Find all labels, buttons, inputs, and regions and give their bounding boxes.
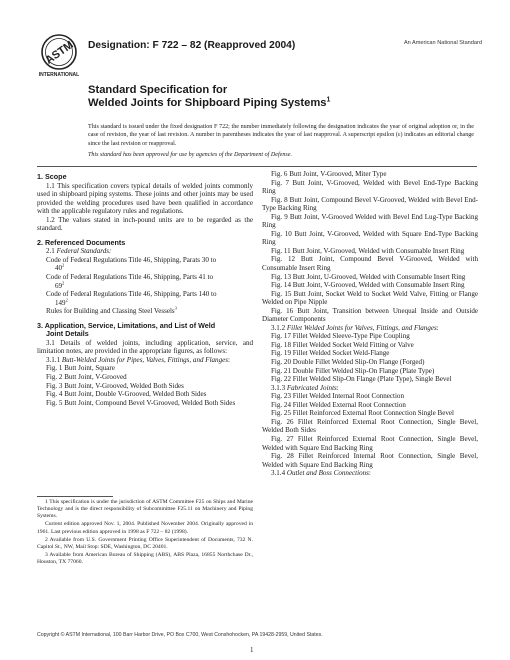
figure-list-item: Fig. 1 Butt Joint, Square	[46, 364, 115, 373]
paragraph: 3.1.3 Fabricated Joints:	[271, 383, 339, 392]
paragraph: 3.1.1 Butt-Welded Joints for Pipes, Valves, Fittings, and Flanges:	[46, 355, 230, 364]
figure-list-item: Fig. 5 Butt Joint, Compound Bevel V-Grooved, Welded Both Sides	[46, 398, 236, 407]
figure-list-item: Fig. 18 Fillet Welded Socket Weld Fitting or Valve	[271, 340, 414, 349]
section-heading: 1. Scope	[37, 172, 67, 181]
figure-list-item: Fig. 14 Butt Joint, V-Grooved, Welded with Consumable Insert Ring	[271, 281, 465, 290]
figure-list-item: Fig. 10 Butt Joint, V-Grooved, Welded with Square End-Type Backing Ring	[262, 229, 478, 247]
figure-list-item: Fig. 2 Butt Joint, V-Grooved	[46, 373, 127, 382]
reference-item-cont: $149^2$	[55, 297, 68, 307]
footnote: 3 Available from American Bureau of Shipping (ABS), ABS Plaza, 16855 Northchase Dr., Houston, TX 77060.	[37, 552, 253, 566]
figure-list-item: Fig. 20 Double Fillet Welded Slip-On Flange (Forged)	[271, 358, 425, 367]
paragraph: 3.1.2 Fillet Welded Joints for Valves, Fittings, and Flanges:	[271, 323, 439, 332]
figure-list-item: Fig. 17 Fillet Welded Sleeve-Type Pipe Coupling	[271, 332, 410, 341]
footnote: Current edition approved Nov. 1, 2004. Published November 2004. Originally approved in 1961. Last previous edition approved in 1998 as F 722 – 82 (1998).	[37, 521, 253, 535]
figure-list-item: Fig. 7 Butt Joint, V-Grooved, Welded with Bevel End-Type Backing Ring	[262, 178, 478, 196]
dod-approval: This standard has been approved for use by agencies of the Department of Defense.	[88, 151, 292, 158]
national-standard-note: An American National Standard	[403, 40, 482, 46]
figure-list-item: Fig. 9 Butt Joint, V-Grooved Welded with Bevel End Lug-Type Backing Ring	[262, 212, 478, 230]
figure-list-item: Fig. 6 Butt Joint, V-Grooved, Miter Type	[271, 170, 387, 178]
reference-item: Code of Federal Regulations Title 46, Shipping, Parats 30 to	[46, 255, 217, 264]
footnote: 2 Available from U.S. Government Printing Office Superintendent of Documents, 732 N. Capitol St., NW, Mail Stop: SDE, Washington, DC 20401.	[37, 536, 253, 550]
figure-list-item: Fig. 11 Butt Joint, V-Grooved, Welded with Consumable Insert Ring	[271, 246, 465, 255]
divider	[37, 166, 477, 167]
figure-list-item: Fig. 26 Fillet Reinforced External Root Connection, Single Bevel, Welded Both Sides	[262, 417, 478, 435]
reference-item-cont: $69^2$	[55, 280, 65, 290]
figure-list-item: Fig. 19 Fillet Welded Socket Weld-Flange	[271, 349, 390, 358]
issuance-text: This standard is issued under the fixed designation F 722; the number immediately following the designation indicates the year of original adoption or, in the case of revision, the year of last revision. A number in parentheses indicates the year of last reapproval. A superscript epsilon (ε) indicates an editorial change since the last revision or reapproval.	[88, 124, 474, 147]
paragraph: 3.1.4 Outlet and Boss Connections:	[271, 469, 371, 478]
issuance-note	[88, 123, 474, 159]
figure-list-item: Fig. 25 Fillet Reinforced External Root Connection Single Bevel	[271, 409, 454, 418]
figure-list-item: Fig. 13 Butt Joint, U-Grooved, Welded with Consumable Insert Ring	[271, 272, 466, 281]
figure-list-item: Fig. 4 Butt Joint, Double V-Grooved, Welded Both Sides	[46, 390, 207, 399]
section-heading: 2. Referenced Documents	[37, 237, 126, 247]
designation: Designation: F 722 – 82 (Reapproved 2004)	[88, 40, 296, 51]
figure-list-item: Fig. 27 Fillet Reinforced External Root Connection, Single Bevel, Welded with Square End Backing Ring	[262, 434, 478, 452]
reference-item: Rules for Building and Classing Steel Vessels$^3$	[46, 305, 177, 316]
left-column	[37, 170, 253, 407]
figure-list-item: Fig. 24 Fillet Welded External Root Connection	[271, 400, 406, 409]
figure-list-item: Fig. 3 Butt Joint, V-Grooved, Welded Both Sides	[46, 381, 184, 390]
figure-list-item: Fig. 22 Fillet Welded Slip-On Flange (Plate Type), Single Bevel	[271, 375, 452, 384]
figure-list-item: Fig. 28 Fillet Reinforced Internal Root Connection, Single Bevel, Welded with Square End Backing Ring	[262, 452, 478, 469]
paragraph: 1.1 This specification covers typical details of welded joints commonly used in shipboard piping systems. These joints and other joints may be used provided the welding procedures used have been qualified in accordance with the applicable regulatory rules and regulations.	[37, 181, 253, 216]
reference-item-cont: $40^2$	[55, 263, 65, 273]
logo-wordmark: INTERNATIONAL	[38, 72, 80, 78]
section-heading: 3. Application, Service, Limitations, and List of Weld	[37, 320, 216, 330]
paragraph: 1.2 The values stated in inch-pound units are to be regarded as the standard.	[37, 215, 253, 233]
footnote: 1 This specification is under the jurisdiction of ASTM Committee F25 on Ships and Marine Technology and is the direct responsibility of Subcommittee F25.11 on Machinery and Piping Systems.	[37, 499, 253, 520]
figure-list-item: Fig. 12 Butt Joint, Compound Bevel V-Grooved, Welded with Consumable Insert Ring	[262, 255, 478, 273]
paragraph: 3.1 Details of welded joints, including application, service, and limitation notes, are provided in the appropriate figures, as follows:	[37, 338, 253, 356]
section-heading-cont: Joint Details	[46, 329, 89, 339]
reference-item: Code of Federal Regulations Title 46, Shipping, Parts 41 to	[46, 273, 213, 282]
title-line-1: Standard Specification for	[88, 84, 228, 96]
astm-logo-icon	[37, 33, 81, 79]
figure-list-item: Fig. 8 Butt Joint, Compound Bevel V-Grooved, Welded with Bevel End-Type Backing Ring	[262, 195, 478, 213]
page-title	[88, 84, 330, 110]
figure-list-item: Fig. 15 Butt Joint, Socket Weld to Socket Weld Valve, Fitting or Flange Welded on Pipe Nipple	[262, 289, 478, 307]
figure-list-item: Fig. 23 Fillet Welded Internal Root Connection	[271, 392, 404, 401]
title-line-2: Welded Joints for Shipboard Piping Systems$^1$	[88, 96, 331, 109]
reference-item: Code of Federal Regulations Title 46, Shipping, Parts 140 to	[46, 290, 217, 299]
footnote-divider	[37, 496, 113, 497]
figure-list-item: Fig. 21 Double Fillet Welded Slip-On Flange (Plate Type)	[271, 366, 435, 375]
svg-text:ASTM: ASTM	[43, 38, 76, 67]
footnotes	[37, 499, 253, 568]
copyright-notice: Copyright © ASTM International, 100 Barr Harbor Drive, PO Box C700, West Conshohocken, PA 19428-2959, United States.	[37, 632, 323, 638]
figure-list-item: Fig. 16 Butt Joint, Transition between Unequal Inside and Outside Diameter Components	[262, 306, 478, 324]
right-column	[262, 170, 478, 478]
page-number: 1	[250, 646, 254, 654]
paragraph: 2.1 Federal Standards:	[46, 247, 112, 256]
